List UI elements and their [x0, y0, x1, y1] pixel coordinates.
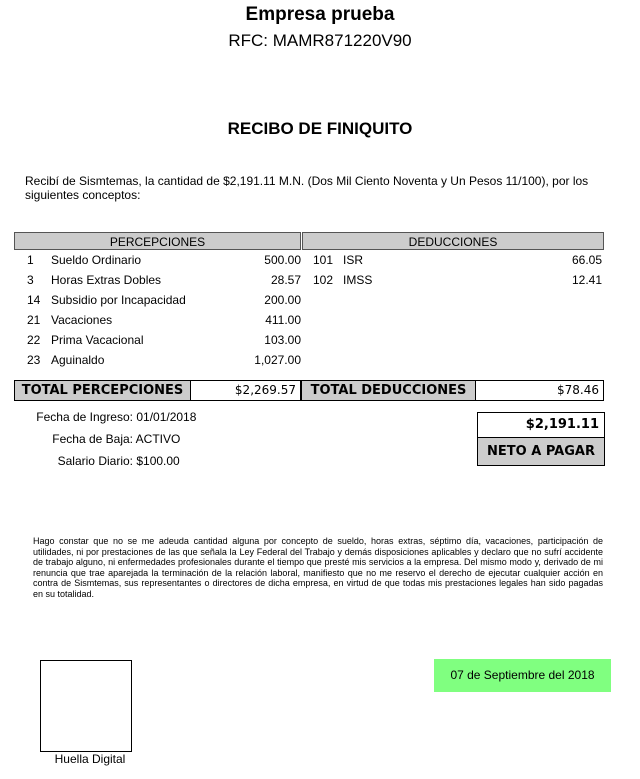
- item-amount: 103.00: [264, 333, 301, 347]
- item-code: 1: [27, 253, 34, 267]
- baja-value: ACTIVO: [135, 432, 181, 446]
- ingreso-value: 01/01/2018: [136, 410, 197, 424]
- item-concept: Aguinaldo: [51, 353, 105, 367]
- info-row-salario: [20, 454, 280, 476]
- item-code: 3: [27, 273, 34, 287]
- item-amount: 200.00: [264, 293, 301, 307]
- item-concept: ISR: [343, 253, 364, 267]
- deducciones-list: [313, 250, 602, 290]
- item-code: 14: [27, 293, 41, 307]
- company-name: Empresa prueba: [245, 4, 395, 25]
- list-item: [27, 310, 301, 330]
- item-concept: Subsidio por Incapacidad: [51, 293, 186, 307]
- list-item: [27, 290, 301, 310]
- baja-label: Fecha de Baja:: [52, 432, 133, 446]
- percepciones-list: [27, 250, 301, 370]
- fingerprint-box: [40, 660, 132, 752]
- neto-value: $2,191.11: [477, 412, 605, 438]
- item-concept: Prima Vacacional: [51, 333, 144, 347]
- legal-statement: Hago constar que no se me adeuda cantidad alguna por concepto de sueldo, horas extras, séptimo día, vacaciones, participación de utilidades, ni por prestaciones de las que señala la Ley Federal del Trabajo y demás disposiciones aplicables y declaro que no sufrí accidente de trabajo alguno, ni enfermedades profesionales durante el tiempo que presté mis servicios a la empresa. Del mismo modo y, derivado de mi renuncia que trae aparejada la terminación de la relación laboral, manifiesto que no me reservo el derecho de ejecutar cualquier acción en contra de Sismtemas, sus representantes o directores de dicha empresa, en virtud de que todas mis prestaciones legales han sido pagadas en su totalidad.: [33, 536, 603, 599]
- item-amount: 66.05: [571, 253, 602, 267]
- list-item: [27, 330, 301, 350]
- intro-paragraph: Recibí de Sismtemas, la cantidad de $2,191.11 M.N. (Dos Mil Ciento Noventa y Un Pesos 11/100), por los siguientes conceptos:: [25, 174, 589, 202]
- info-row-ingreso: [20, 410, 280, 432]
- total-percepciones-value: $2,269.57: [190, 380, 301, 401]
- info-row-baja: [20, 432, 280, 454]
- employee-info: [20, 410, 280, 476]
- item-amount: 411.00: [265, 313, 301, 327]
- salario-label: Salario Diario:: [57, 454, 133, 468]
- item-concept: Horas Extras Dobles: [51, 273, 162, 287]
- salario-value: $100.00: [136, 454, 180, 468]
- total-deducciones-label: TOTAL DEDUCCIONES: [301, 380, 476, 401]
- item-amount: 500.00: [264, 253, 301, 267]
- item-concept: Sueldo Ordinario: [51, 253, 142, 267]
- deducciones-header: DEDUCCIONES: [302, 232, 604, 250]
- item-code: 101: [313, 253, 334, 267]
- item-concept: IMSS: [343, 273, 373, 287]
- item-code: 22: [27, 333, 41, 347]
- list-item: [27, 250, 301, 270]
- list-item: [313, 250, 602, 270]
- item-amount: 1,027.00: [254, 353, 301, 367]
- item-amount: 12.41: [571, 273, 602, 287]
- total-percepciones-label: TOTAL PERCEPCIONES: [14, 380, 191, 401]
- list-item: [27, 270, 301, 290]
- item-code: 23: [27, 353, 41, 367]
- document-title: RECIBO DE FINIQUITO: [227, 119, 413, 138]
- company-rfc: RFC: MAMR871220V90: [228, 31, 412, 50]
- item-concept: Vacaciones: [51, 313, 113, 327]
- fingerprint-label: Huella Digital: [54, 752, 126, 766]
- item-code: 102: [313, 273, 334, 287]
- neto-label: NETO A PAGAR: [477, 438, 605, 466]
- total-deducciones-value: $78.46: [475, 380, 604, 401]
- date-badge: 07 de Septiembre del 2018: [434, 659, 611, 692]
- ingreso-label: Fecha de Ingreso:: [36, 410, 133, 424]
- list-item: [27, 350, 301, 370]
- list-item: [313, 270, 602, 290]
- item-amount: 28.57: [270, 273, 301, 287]
- percepciones-header: PERCEPCIONES: [14, 232, 301, 250]
- item-code: 21: [27, 313, 41, 327]
